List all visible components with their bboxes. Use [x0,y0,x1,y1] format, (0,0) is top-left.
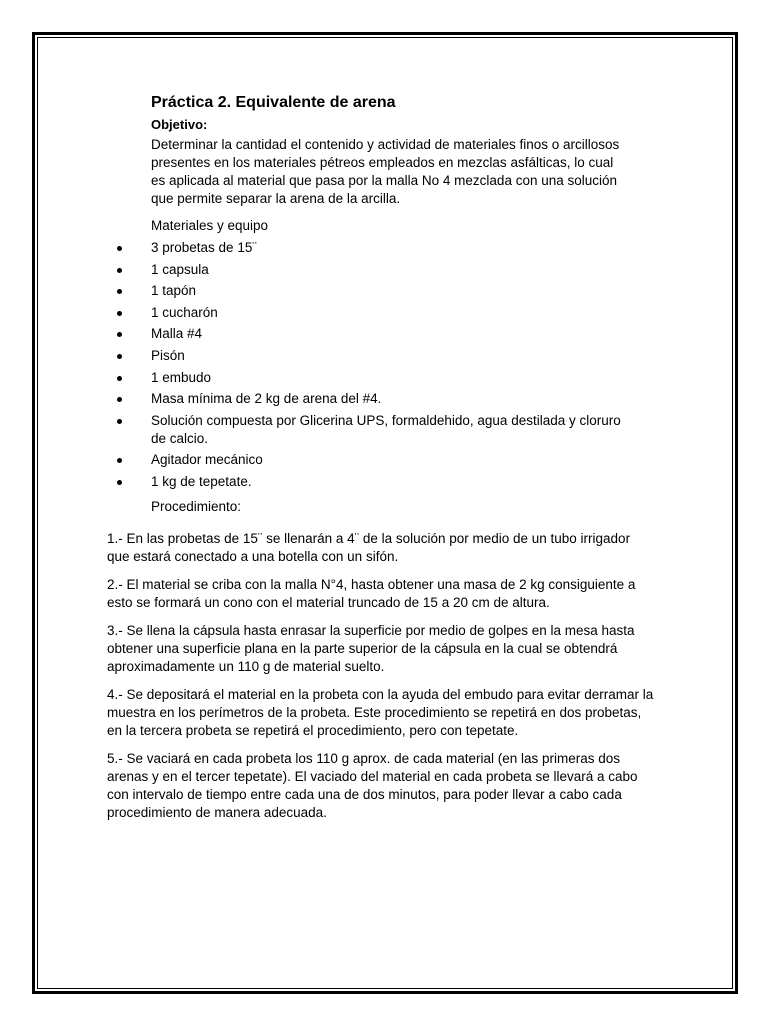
list-item [115,325,635,343]
list-item [115,347,635,365]
step-paragraph: 4.- Se depositará el material en la probeta con la ayuda del embudo para evitar derramar la muestra en los perímetros de la probeta. Este procedimiento se repetirá en dos probetas, en la tercera probeta se repetirá el procedimiento, pero con tepetate. [107,687,654,738]
procedimiento-heading: Procedimiento: [151,499,242,514]
step-paragraph: 2.- El material se criba con la malla N°4, hasta obtener una masa de 2 kg consiguiente a esto se formará un cono con el material truncado de 15 a 20 cm de altura. [107,577,636,610]
objetivo-heading: Objetivo: [151,117,208,132]
list-item [115,261,635,279]
list-item-text: Malla #4 [151,326,203,342]
list-item-text: Masa mínima de 2 kg de arena del #4. [151,391,382,407]
list-item-text: Agitador mecánico [151,452,263,468]
list-item [115,473,635,491]
list-item-text: 1 embudo [151,369,212,385]
list-item-text: 1 tapón [151,283,197,299]
list-item-text: Pisón [151,347,185,363]
step-paragraph: 3.- Se llena la cápsula hasta enrasar la superficie por medio de golpes en la mesa hasta obtener una superficie plana en la parte superior de la cápsula en la cual se obtendrá aproximadamente un 110 g de material suelto. [107,623,635,674]
page-title: Práctica 2. Equivalente de arena [151,94,396,111]
list-item [115,239,635,257]
bullet-icon [117,458,122,463]
list-item [115,390,635,408]
bullet-icon [117,289,122,294]
list-item [115,304,635,322]
list-item-text: 3 probetas de 15¨ [151,240,257,255]
procedimiento-steps [107,530,655,832]
list-item-text: 1 cucharón [151,304,218,320]
bullet-icon [117,419,122,424]
list-item [115,369,635,387]
bullet-icon [117,354,122,359]
objetivo-paragraph: Determinar la cantidad el contenido y actividad de materiales finos o arcillosos presentes en los materiales pétreos empleados en mezclas asfálticas, lo cual es aplicada al material que pasa por la malla No 4 mezclada con una solución que permite separar la arena de la arcilla. [151,137,620,206]
materiales-heading: Materiales y equipo [151,218,269,233]
list-item [115,451,635,469]
bullet-icon [117,480,122,485]
bullet-icon [117,376,122,381]
step-paragraph: 1.- En las probetas de 15¨ se llenarán a 4¨ de la solución por medio de un tubo irrigador que estará conectado a una botella con un sifón. [107,531,631,564]
list-item [115,282,635,300]
bullet-icon [117,268,122,273]
list-item-text: Solución compuesta por Glicerina UPS, formaldehido, agua destilada y cloruro de calcio. [151,412,621,446]
bullet-icon [117,332,122,337]
list-item-text: 1 kg de tepetate. [151,473,252,489]
bullet-icon [117,311,122,316]
bullet-icon [117,397,122,402]
step-paragraph: 5.- Se vaciará en cada probeta los 110 g aprox. de cada material (en las primeras dos arenas y en el tercer tepetate). El vaciado del material en cada probeta se llevará a cabo con intervalo de tiempo entre cada una de dos minutos, para poder llevar a cabo cada procedimiento de manera adecuada. [107,751,638,820]
materiales-list [115,239,635,495]
list-item-text: 1 capsula [151,261,209,277]
list-item [115,412,635,448]
bullet-icon [117,246,122,251]
